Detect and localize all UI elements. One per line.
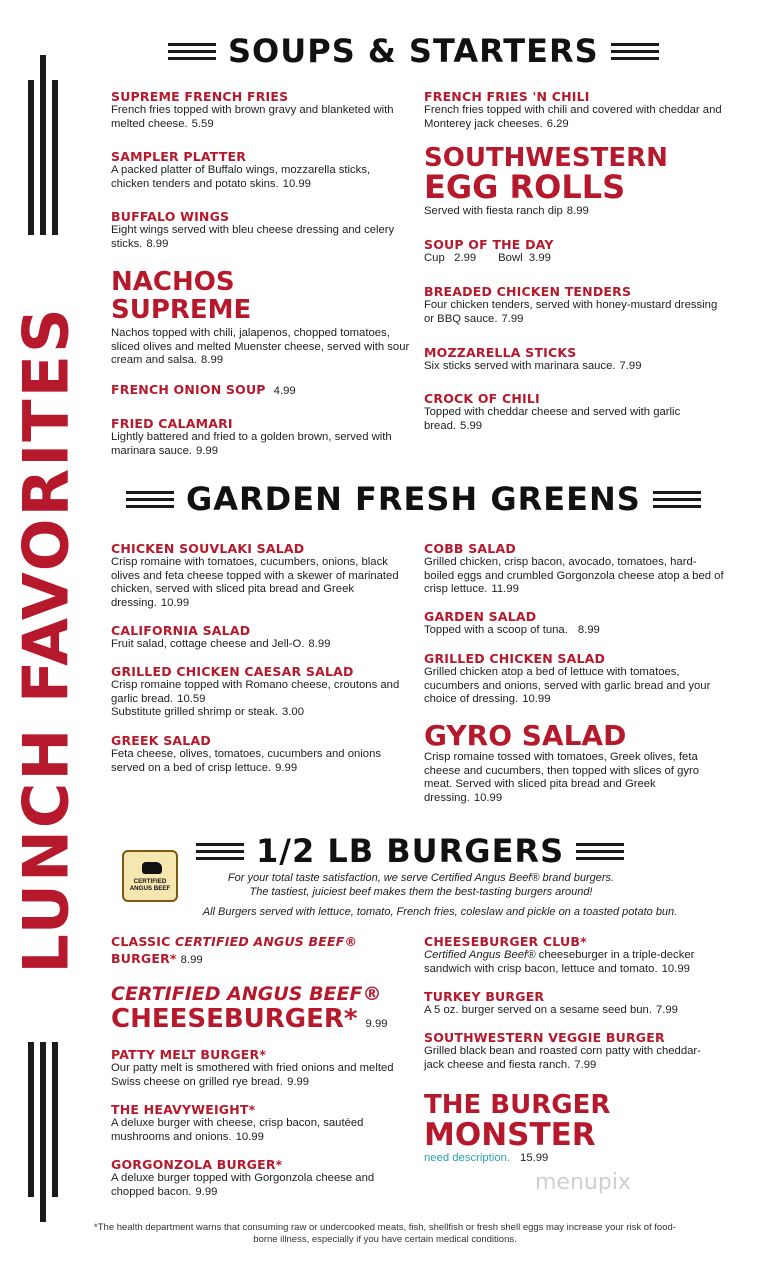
- section-title-burgers: 1/2 LB BURGERS: [256, 832, 565, 870]
- item-desc: Served with fiesta ranch dip: [424, 205, 563, 217]
- menu-item-breaded-chicken-tenders: [424, 284, 724, 326]
- bowl-label: Bowl: [498, 252, 523, 264]
- item-name: BUFFALO WINGS: [111, 209, 230, 224]
- item-price: 11.99: [491, 583, 519, 595]
- item-name: SAMPLER PLATTER: [111, 149, 247, 164]
- intro-line1: For your total taste satisfaction, we serve Certified Angus Beef® brand burgers.: [227, 872, 615, 884]
- item-desc: Crisp romaine topped with Romano cheese, croutons and garlic bread.: [111, 679, 400, 705]
- title-rule-right: [576, 843, 624, 860]
- menu-item-cobb-salad: [424, 541, 724, 597]
- item-name: FRIED CALAMARI: [111, 416, 233, 431]
- item-name-c: BURGER*: [111, 950, 177, 966]
- menu-item-sampler-platter: [111, 149, 411, 191]
- item-desc: Lightly battered and fried to a golden brown, served with marinara sauce.: [111, 431, 392, 457]
- item-price: 7.99: [619, 360, 642, 372]
- menu-item-crock-of-chili: [424, 391, 724, 433]
- item-name: FRENCH ONION SOUP: [111, 382, 266, 397]
- title-rule-left: [126, 491, 174, 508]
- item-desc: Eight wings served with bleu cheese dressing and celery sticks.: [111, 224, 395, 250]
- item-desc: Grilled chicken atop a bed of lettuce with tomatoes, cucumbers and onions, served with garlic bread and your choice of dressing.: [424, 666, 711, 705]
- item-desc: A deluxe burger topped with Gorgonzola cheese and chopped bacon.: [111, 1172, 375, 1198]
- item-price: 10.99: [473, 791, 503, 804]
- item-name: GRILLED CHICKEN CAESAR SALAD: [111, 664, 354, 679]
- item-desc: Feta cheese, olives, tomatoes, cucumbers and onions served on a bed of crisp lettuce.: [111, 748, 382, 774]
- intro-line3: All Burgers served with lettuce, tomato, French fries, coleslaw and pickle on a toasted potato bun.: [202, 906, 678, 918]
- menupix-watermark: menupix: [535, 1170, 631, 1195]
- item-name: SOUTHWESTERN VEGGIE BURGER: [424, 1030, 665, 1045]
- item-desc: need description.: [424, 1152, 511, 1164]
- title-rule-right: [611, 43, 659, 60]
- item-price: 8.99: [180, 953, 203, 966]
- item-price: 9.99: [365, 1018, 388, 1030]
- certified-angus-beef-logo: [122, 850, 178, 902]
- menu-item-gyro-salad: [424, 721, 724, 805]
- item-price: 6.29: [546, 117, 569, 130]
- menu-item-mozzarella-sticks: [424, 345, 724, 374]
- item-name: SUPREME FRENCH FRIES: [111, 89, 289, 104]
- item-name-line1: CERTIFIED ANGUS BEEF®: [111, 983, 382, 1005]
- burgers-intro: [196, 872, 646, 899]
- menu-item-southwestern-veggie-burger: [424, 1030, 724, 1072]
- item-desc: Crisp romaine tossed with tomatoes, Greek olives, feta cheese and cucumbers, then topped with slices of gyro meat. Served with sliced pita bread and Greek dressing.: [424, 751, 700, 804]
- item-price: 10.99: [282, 177, 311, 190]
- item-desc: Topped with a scoop of tuna.: [424, 624, 568, 636]
- menu-item-the-heavyweight: [111, 1102, 411, 1144]
- item-name: GORGONZOLA BURGER*: [111, 1157, 283, 1172]
- item-name: SOUP OF THE DAY: [424, 237, 554, 252]
- item-name: BREADED CHICKEN TENDERS: [424, 284, 632, 299]
- bowl-price: 3.99: [528, 252, 551, 264]
- item-desc: French fries topped with chili and covered with cheddar and Monterey jack cheeses.: [424, 104, 722, 130]
- item-price: 8.99: [577, 624, 600, 636]
- item-desc: Grilled chicken, crisp bacon, avocado, tomatoes, hard-boiled eggs and crumbled Gorgonzola cheese atop a bed of crisp lettuce.: [424, 556, 724, 595]
- item-price: 8.99: [566, 205, 589, 217]
- menu-item-garden-salad: [424, 609, 724, 638]
- item-price: 10.99: [522, 693, 551, 705]
- logo-text: CERTIFIED ANGUS BEEF: [129, 878, 171, 892]
- menu-item-nachos-supreme: [111, 268, 411, 368]
- item-name-line2: MONSTER: [424, 1117, 596, 1153]
- item-desc: A deluxe burger with cheese, crisp bacon, sautéed mushrooms and onions.: [111, 1117, 364, 1143]
- item-extra: Substitute grilled shrimp or steak.: [111, 706, 279, 718]
- item-price: 9.99: [287, 1075, 310, 1088]
- title-rule-right: [653, 491, 701, 508]
- section-title-greens: GARDEN FRESH GREENS: [186, 480, 641, 518]
- item-price: 5.99: [460, 419, 483, 432]
- item-price: 10.99: [160, 596, 190, 609]
- item-name: FRENCH FRIES 'N CHILI: [424, 89, 590, 104]
- item-name-a: CLASSIC: [111, 934, 176, 949]
- menu-item-french-onion-soup: [111, 382, 411, 399]
- section-half-lb-burgers: [196, 832, 624, 870]
- cow-icon: [142, 862, 162, 874]
- item-name: CHICKEN SOUVLAKI SALAD: [111, 541, 305, 556]
- menu-item-greek-salad: [111, 733, 411, 775]
- item-price: 9.99: [275, 761, 298, 774]
- item-desc: A 5 oz. burger served on a sesame seed bun.: [424, 1004, 652, 1016]
- item-desc-b: cheeseburger in a triple-decker sandwich with crisp bacon, lettuce and tomato.: [424, 949, 695, 975]
- item-desc: Four chicken tenders, served with honey-mustard dressing or BBQ sauce.: [424, 299, 718, 325]
- item-name: COBB SALAD: [424, 541, 516, 556]
- item-name-line1: SOUTHWESTERN: [424, 143, 668, 173]
- menu-item-buffalo-wings: [111, 209, 411, 251]
- menu-item-turkey-burger: [424, 989, 724, 1018]
- item-name: GRILLED CHICKEN SALAD: [424, 651, 606, 666]
- item-name: GYRO SALAD: [424, 719, 627, 752]
- item-price: 4.99: [273, 385, 296, 397]
- menu-item-gorgonzola-burger: [111, 1157, 411, 1199]
- menu-item-classic-cab-burger: [111, 934, 411, 967]
- item-name: CALIFORNIA SALAD: [111, 623, 251, 638]
- item-name: GARDEN SALAD: [424, 609, 537, 624]
- menu-item-chicken-souvlaki-salad: [111, 541, 411, 610]
- item-price: 10.99: [661, 962, 690, 975]
- item-price: 10.99: [235, 1130, 264, 1143]
- menu-item-soup-of-the-day: [424, 237, 724, 266]
- item-price: 8.99: [201, 354, 224, 366]
- item-name-line2: CHEESEBURGER*: [111, 1004, 358, 1034]
- item-name-line1: NACHOS: [111, 267, 235, 297]
- item-name: MOZZARELLA STICKS: [424, 345, 577, 360]
- burgers-served-with: [160, 906, 720, 920]
- item-price: 8.99: [308, 638, 331, 650]
- menu-item-california-salad: [111, 623, 411, 652]
- item-price: 9.99: [196, 444, 218, 457]
- health-disclaimer: *The health department warns that consuming raw or undercooked meats, fish, shellfish or fresh shell eggs may increase your risk of food-borne illness, especially if you have certain medical conditions.: [94, 1222, 676, 1245]
- cup-label: Cup: [424, 252, 445, 264]
- item-name-line2: SUPREME: [111, 295, 252, 325]
- item-desc: A packed platter of Buffalo wings, mozzarella sticks, chicken tenders and potato skins.: [111, 164, 371, 190]
- item-name: CHEESEBURGER CLUB*: [424, 934, 587, 949]
- menu-item-fried-calamari: [111, 416, 411, 458]
- cup-price: 2.99: [454, 252, 477, 264]
- section-soups-starters: [168, 32, 659, 70]
- title-rule-left: [168, 43, 216, 60]
- item-price: 7.99: [501, 312, 524, 325]
- item-desc: Fruit salad, cottage cheese and Jell-O.: [111, 638, 305, 650]
- item-desc: Crisp romaine with tomatoes, cucumbers, onions, black olives and feta cheese topped with a skewer of marinated chicken, served with sliced pita bread and Greek dressing.: [111, 556, 399, 609]
- intro-line2: The tastiest, juiciest beef makes them the best-tasting burgers around!: [249, 885, 593, 898]
- item-price: 7.99: [655, 1004, 678, 1016]
- item-price: 5.59: [191, 117, 214, 130]
- menu-item-cab-cheeseburger: [111, 983, 411, 1033]
- item-price: 9.99: [195, 1185, 218, 1198]
- section-garden-fresh-greens: [126, 480, 701, 518]
- item-price: 8.99: [146, 237, 169, 250]
- menu-item-fries-chili: [424, 89, 724, 131]
- item-desc-a: Certified Angus Beef®: [424, 949, 536, 961]
- item-desc: Our patty melt is smothered with fried onions and melted Swiss cheese on grilled rye bread.: [111, 1062, 394, 1088]
- menu-item-grilled-chicken-salad: [424, 651, 724, 707]
- item-desc: French fries topped with brown gravy and blanketed with melted cheese.: [111, 104, 394, 130]
- item-price: 7.99: [574, 1058, 597, 1071]
- menu-item-southwestern-egg-rolls: [424, 145, 724, 219]
- item-desc: Grilled black bean and roasted corn patty with cheddar- jack cheese and fiesta ranch.: [424, 1045, 701, 1071]
- item-name-line2: EGG ROLLS: [424, 168, 626, 206]
- item-name: PATTY MELT BURGER*: [111, 1047, 267, 1062]
- item-name-b: CERTIFIED ANGUS BEEF®: [175, 934, 358, 949]
- section-title-soups: SOUPS & STARTERS: [228, 32, 599, 70]
- item-name: THE HEAVYWEIGHT*: [111, 1102, 256, 1117]
- item-desc: Nachos topped with chili, jalapenos, chopped tomatoes, sliced olives and melted Muenster cheese, served with sour cream and salsa.: [111, 327, 410, 366]
- side-title-text: LUNCH FAVORITES: [9, 306, 83, 974]
- item-desc: Topped with cheddar cheese and served with garlic bread.: [424, 406, 681, 432]
- item-price: 10.59: [177, 692, 206, 705]
- item-name: CROCK OF CHILI: [424, 391, 540, 406]
- item-name: TURKEY BURGER: [424, 989, 545, 1004]
- menu-item-patty-melt-burger: [111, 1047, 411, 1089]
- menu-item-supreme-fries: [111, 89, 411, 131]
- item-name: GREEK SALAD: [111, 733, 211, 748]
- menu-item-cheeseburger-club: [424, 934, 724, 976]
- item-name-line1: THE BURGER: [424, 1090, 611, 1120]
- title-rule-left: [196, 843, 244, 860]
- item-desc: Six sticks served with marinara sauce.: [424, 360, 616, 372]
- menu-item-the-burger-monster: [424, 1091, 724, 1166]
- menu-item-grilled-chicken-caesar-salad: [111, 664, 411, 720]
- item-price: 15.99: [520, 1152, 549, 1164]
- item-extra-price: 3.00: [282, 706, 305, 718]
